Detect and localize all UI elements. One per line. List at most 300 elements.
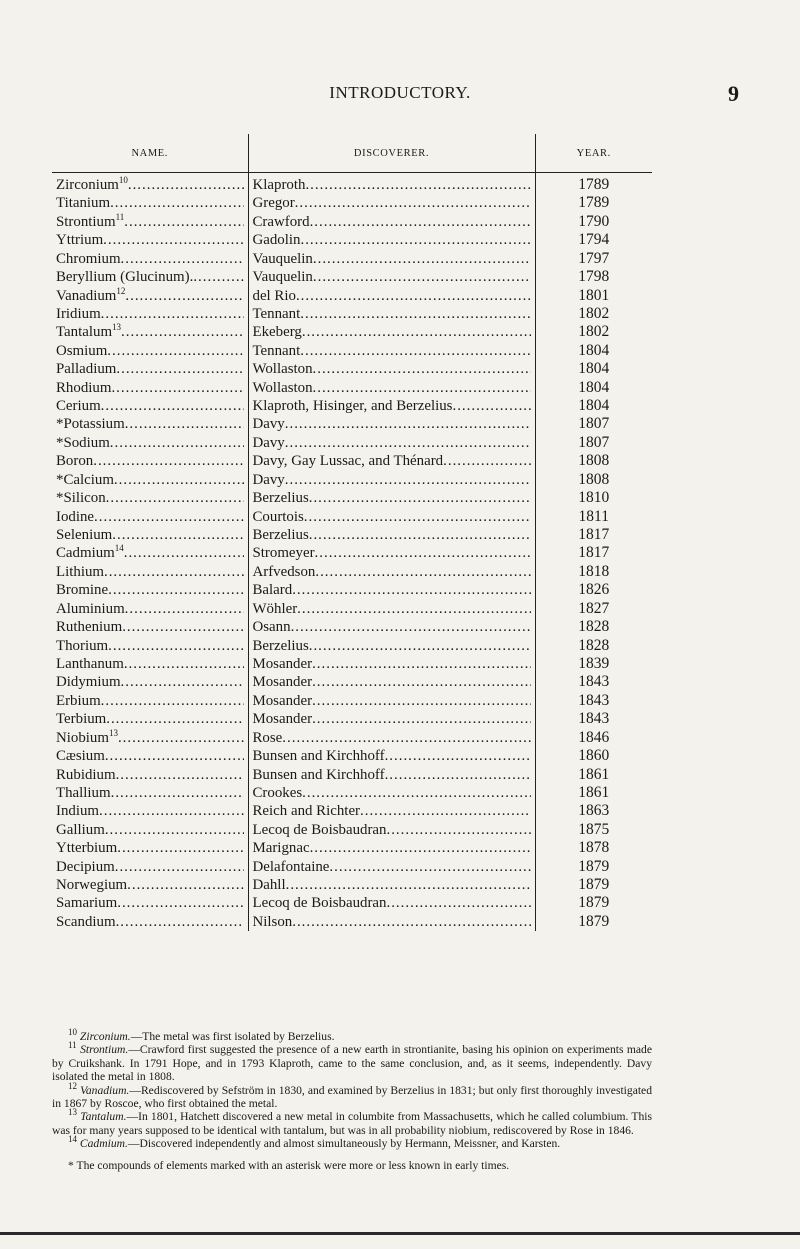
element-name-label: Cæsium: [56, 748, 105, 765]
discoverer-text: Bunsen and Kirchhoff: [252, 766, 385, 783]
dot-leader: [329, 858, 530, 876]
element-name-text: [56, 213, 124, 231]
element-name-label: *Silicon: [56, 490, 106, 507]
element-name-label: *Calcium: [56, 471, 114, 488]
table-row: [52, 250, 652, 268]
footnote-mark: 12: [68, 1080, 77, 1091]
table-row: [52, 839, 652, 857]
element-name-cell: [52, 692, 248, 710]
discoverer: [249, 360, 535, 378]
element-name: [52, 766, 248, 784]
element-name-cell: [52, 784, 248, 802]
year-cell: 1828: [578, 618, 610, 636]
discoverer-cell: [248, 618, 535, 636]
discoverer-cell: [248, 913, 535, 931]
element-name: [52, 544, 248, 562]
table-row: [52, 673, 652, 691]
discoverer-text: Klaproth, Hisinger, and Berzelius: [252, 398, 453, 415]
element-name-cell: [52, 858, 248, 876]
table-row: [52, 471, 652, 489]
element-name-text: [56, 194, 110, 212]
element-name-text: [56, 250, 121, 268]
footnote-ref: 11: [115, 212, 125, 222]
table-row: [52, 231, 652, 249]
running-title: INTRODUCTORY.: [329, 83, 471, 102]
element-name-label: *Potassium: [56, 416, 125, 433]
element-name: [52, 452, 248, 470]
discoverer-text: Davy: [252, 416, 285, 433]
dot-leader: [117, 894, 243, 912]
element-name: [52, 839, 248, 857]
discoverer-text: Lecoq de Boisbaudran: [252, 821, 387, 838]
element-name-label: Ruthenium: [56, 619, 123, 636]
discoverer-text: Crawford: [252, 213, 310, 230]
discoverer-cell: [248, 563, 535, 581]
discoverer-cell: [248, 637, 535, 655]
dot-leader: [110, 434, 244, 452]
dot-leader: [292, 913, 530, 931]
element-name: [52, 305, 248, 323]
column-header-year: YEAR.: [535, 134, 652, 173]
table-row: [52, 415, 652, 433]
discoverer-cell: [248, 452, 535, 470]
element-name-cell: [52, 508, 248, 526]
discoverer-cell: [248, 434, 535, 452]
element-name-cell: [52, 231, 248, 249]
dot-leader: [296, 287, 531, 305]
element-name-cell: [52, 600, 248, 618]
element-name: [52, 360, 248, 378]
discoverer-cell: [248, 287, 535, 305]
footnote-text: —Rediscovered by Sefström in 1830, and examined by Berzelius in 1831; but only first thoroughly investigated in 1867 by Roscoe, who first obtained the metal.: [52, 1083, 653, 1111]
discoverer-text: Tennant: [252, 342, 301, 359]
discoverer-cell: [248, 655, 535, 673]
dot-leader: [315, 544, 531, 562]
discoverer-cell: [248, 397, 535, 415]
table-row: [52, 544, 652, 562]
dot-leader: [312, 655, 530, 673]
element-name-text: [56, 563, 104, 581]
table-row: [52, 876, 652, 894]
element-name-cell: [52, 655, 248, 673]
dot-leader: [309, 526, 531, 544]
element-name-label: Rubidium: [56, 766, 116, 783]
table-row: [52, 729, 652, 747]
year-cell: 1802: [578, 304, 610, 322]
element-name-text: [56, 415, 125, 433]
table-row: [52, 305, 652, 323]
element-name-text: [56, 729, 118, 747]
dot-leader: [285, 415, 531, 433]
element-name-text: [56, 894, 117, 912]
element-name-cell: [52, 173, 248, 195]
dot-leader: [297, 600, 530, 618]
year-cell: 1798: [578, 268, 610, 286]
element-name-text: [56, 618, 122, 636]
discoverer: [249, 913, 535, 931]
discoverer-text: Courtois: [252, 508, 304, 525]
discoverer: [249, 250, 535, 268]
dot-leader: [292, 581, 530, 599]
dot-leader: [121, 673, 244, 691]
discoverer-cell: [248, 323, 535, 341]
footnote-term: Tantalum.: [80, 1110, 127, 1124]
discoverer-text: Ekeberg: [252, 324, 302, 341]
discoverer-cell: [248, 784, 535, 802]
year-cell: 1861: [578, 765, 610, 783]
footnote-mark: 14: [68, 1134, 77, 1145]
discoverer-text: Berzelius: [252, 527, 309, 544]
element-name-cell: [52, 434, 248, 452]
footnote: [52, 1080, 653, 1111]
discoverer-cell: [248, 544, 535, 562]
element-name-label: Thorium: [56, 637, 109, 654]
table-row: [52, 526, 652, 544]
discoverer-text: del Rio: [252, 287, 296, 304]
discoverer: [249, 287, 535, 305]
element-name-text: [56, 821, 105, 839]
element-name-cell: [52, 710, 248, 728]
discoverer: [249, 894, 535, 912]
discoverer-text: Arfvedson: [252, 563, 316, 580]
discoverer-cell: [248, 268, 535, 286]
element-name: [52, 323, 248, 341]
table-row: [52, 858, 652, 876]
discoverer: [249, 268, 535, 286]
element-name-cell: [52, 526, 248, 544]
table-row: [52, 637, 652, 655]
element-name: [52, 287, 248, 305]
discoverer-cell: [248, 802, 535, 820]
element-name-text: [56, 913, 116, 931]
year-cell: 1861: [578, 783, 610, 801]
footnote-text: —Discovered independently and almost simultaneously by Hermann, Meissner, and Karsten.: [127, 1137, 561, 1151]
element-name-label: Indium: [56, 803, 100, 820]
page-number: 9: [728, 81, 739, 106]
discoverer: [249, 213, 535, 231]
element-name: [52, 268, 248, 286]
dot-leader: [386, 894, 530, 912]
discoverer-text: Osann: [252, 619, 291, 636]
year-cell: 1789: [578, 176, 610, 193]
elements-discovery-table: [52, 134, 652, 931]
year-cell: 1818: [578, 562, 610, 580]
discoverer-cell: [248, 360, 535, 378]
discoverer-text: Mosander: [252, 674, 313, 691]
discoverer-cell: [248, 173, 535, 195]
discoverer-text: Wöhler: [252, 600, 298, 617]
discoverer: [249, 802, 535, 820]
dot-leader: [360, 802, 530, 820]
element-name-cell: [52, 342, 248, 360]
element-name-text: [56, 544, 124, 562]
element-name-label: Selenium: [56, 527, 113, 544]
table-row: [52, 747, 652, 765]
year-cell: 1804: [578, 397, 610, 415]
table-row: [52, 452, 652, 470]
asterisk-note: * The compounds of elements marked with an asterisk were more or less known in early times.: [68, 1158, 510, 1172]
discoverer-cell: [248, 231, 535, 249]
year-cell: 1808: [578, 452, 610, 470]
dot-leader: [108, 581, 243, 599]
table-body: [52, 173, 652, 932]
year-cell: 1875: [578, 820, 610, 838]
table-row: [52, 342, 652, 360]
discoverer: [249, 434, 535, 452]
dot-leader: [452, 397, 530, 415]
dot-leader: [106, 710, 243, 728]
column-header-discoverer: DISCOVERER.: [248, 134, 535, 173]
discoverer-cell: [248, 213, 535, 231]
element-name-label: Chromium: [56, 250, 121, 267]
discoverer: [249, 600, 535, 618]
table-row: [52, 894, 652, 912]
element-name-cell: [52, 397, 248, 415]
discoverer-text: Gregor: [252, 195, 295, 212]
element-name-text: [56, 379, 111, 397]
discoverer-text: Tennant: [252, 305, 301, 322]
discoverer-cell: [248, 379, 535, 397]
element-name: [52, 379, 248, 397]
dot-leader: [104, 563, 244, 581]
footnote-term: Vanadium.: [80, 1083, 130, 1097]
footnote: [52, 1027, 652, 1043]
dot-leader: [302, 784, 530, 802]
year-cell: 1801: [578, 286, 610, 304]
year-cell: 1860: [578, 747, 610, 765]
element-name-text: [56, 471, 114, 489]
element-name: [52, 729, 248, 747]
discoverer-text: Gadolin: [252, 232, 301, 249]
discoverer-cell: [248, 471, 535, 489]
element-name-cell: [52, 876, 248, 894]
dot-leader: [116, 766, 244, 784]
element-name-cell: [52, 563, 248, 581]
element-name-cell: [52, 802, 248, 820]
element-name-cell: [52, 766, 248, 784]
discoverer: [249, 637, 535, 655]
discoverer-cell: [248, 729, 535, 747]
discoverer-text: Davy: [252, 434, 285, 451]
discoverer-cell: [248, 600, 535, 618]
table-row: [52, 655, 652, 673]
discoverer-text: Vauquelin: [252, 250, 313, 267]
table-row: [52, 913, 652, 931]
dot-leader: [107, 342, 243, 360]
dot-leader: [302, 323, 531, 341]
year-cell: 1843: [578, 710, 610, 728]
discoverer: [249, 692, 535, 710]
element-name: [52, 784, 248, 802]
element-name-text: [56, 508, 94, 526]
dot-leader: [111, 784, 244, 802]
discoverer: [249, 544, 535, 562]
dot-leader: [312, 710, 530, 728]
dot-leader: [385, 766, 531, 784]
element-name: [52, 913, 248, 931]
table-row: [52, 287, 652, 305]
table-row: [52, 563, 652, 581]
element-name-text: [56, 581, 108, 599]
discoverer: [249, 876, 535, 894]
discoverer-text: Mosander: [252, 711, 313, 728]
element-name-cell: [52, 544, 248, 562]
dot-leader: [313, 250, 531, 268]
table-row: [52, 821, 652, 839]
discoverer: [249, 729, 535, 747]
year-cell: 1789: [578, 194, 610, 212]
dot-leader: [300, 342, 530, 360]
element-name: [52, 397, 248, 415]
element-name-text: [56, 360, 116, 378]
discoverer-cell: [248, 839, 535, 857]
element-name: [52, 802, 248, 820]
discoverer: [249, 747, 535, 765]
element-name-text: [56, 710, 106, 728]
discoverer-text: Davy: [252, 471, 285, 488]
year-cell: 1846: [578, 728, 610, 746]
year-cell: 1826: [578, 581, 610, 599]
table-row: [52, 618, 652, 636]
element-name-cell: [52, 894, 248, 912]
table-row: [52, 784, 652, 802]
element-name-label: Didymium: [56, 674, 121, 691]
dot-leader: [125, 600, 244, 618]
dot-leader: [309, 637, 531, 655]
dot-leader: [116, 913, 244, 931]
discoverer-cell: [248, 415, 535, 433]
discoverer-text: Davy, Gay Lussac, and Thénard: [252, 453, 444, 470]
element-name-label: Decipium: [56, 858, 115, 875]
discoverer-cell: [248, 305, 535, 323]
element-name-label: Bromine: [56, 582, 109, 599]
element-name-label: Titanium: [56, 195, 111, 212]
dot-leader: [117, 839, 243, 857]
year-cell: 1804: [578, 360, 610, 378]
element-name-text: [56, 176, 128, 194]
dot-leader: [125, 287, 243, 305]
element-name-cell: [52, 379, 248, 397]
discoverer-cell: [248, 821, 535, 839]
element-name-label: Gallium: [56, 821, 105, 838]
discoverer-text: Berzelius: [252, 637, 309, 654]
year-cell: 1863: [578, 802, 610, 820]
discoverer-text: Delafontaine: [252, 858, 330, 875]
element-name-label: Iridium: [56, 305, 101, 322]
element-name-cell: [52, 673, 248, 691]
element-name-label: Iodine: [56, 508, 95, 525]
element-name-text: [56, 231, 103, 249]
dot-leader: [124, 544, 244, 562]
element-name-text: [56, 526, 112, 544]
dot-leader: [313, 268, 531, 286]
dot-leader: [312, 692, 530, 710]
discoverer: [249, 673, 535, 691]
element-name-label: Norwegium: [56, 877, 128, 894]
element-name: [52, 581, 248, 599]
discoverer-cell: [248, 581, 535, 599]
year-cell: 1802: [578, 323, 610, 341]
element-name: [52, 415, 248, 433]
element-name-text: [56, 397, 101, 415]
discoverer-cell: [248, 194, 535, 212]
discoverer: [249, 581, 535, 599]
dot-leader: [101, 692, 244, 710]
discoverer: [249, 526, 535, 544]
discoverer-text: Wollaston: [252, 379, 313, 396]
dot-leader: [305, 176, 530, 194]
dot-leader: [282, 729, 530, 747]
dot-leader: [101, 305, 244, 323]
element-name-cell: [52, 323, 248, 341]
dot-leader: [105, 747, 244, 765]
dot-leader: [300, 231, 530, 249]
element-name-label: Erbium: [56, 692, 101, 709]
year-cell: 1839: [578, 654, 610, 672]
dot-leader: [116, 360, 243, 378]
year-cell: 1817: [578, 526, 610, 544]
element-name-text: [56, 268, 193, 286]
element-name: [52, 526, 248, 544]
dot-leader: [99, 802, 243, 820]
discoverer-text: Mosander: [252, 655, 313, 672]
discoverer: [249, 305, 535, 323]
element-name-text: [56, 452, 93, 470]
year-cell: 1879: [578, 894, 610, 912]
element-name-text: [56, 747, 105, 765]
table-row: [52, 268, 652, 286]
footnote-term: Zirconium.: [79, 1030, 131, 1043]
table-header-row: [52, 134, 652, 173]
dot-leader: [122, 618, 243, 636]
element-name-cell: [52, 250, 248, 268]
element-name-text: [56, 287, 125, 305]
dot-leader: [300, 305, 530, 323]
dot-leader: [285, 471, 531, 489]
element-name: [52, 213, 248, 231]
dot-leader: [103, 231, 243, 249]
discoverer: [249, 471, 535, 489]
year-cell: 1808: [578, 470, 610, 488]
dot-leader: [108, 637, 243, 655]
element-name-label: Terbium: [56, 711, 107, 728]
footnote-mark: 13: [68, 1107, 77, 1118]
element-name-cell: [52, 471, 248, 489]
discoverer-cell: [248, 894, 535, 912]
discoverer-text: Lecoq de Boisbaudran: [252, 895, 387, 912]
element-name-cell: [52, 637, 248, 655]
discoverer: [249, 508, 535, 526]
table-row: [52, 802, 652, 820]
discoverer-text: Crookes: [252, 784, 303, 801]
element-name: [52, 710, 248, 728]
table-row: [52, 581, 652, 599]
table-row: [52, 766, 652, 784]
element-name-cell: [52, 729, 248, 747]
discoverer-cell: [248, 858, 535, 876]
dot-leader: [105, 821, 244, 839]
element-name-label: Cadmium: [56, 545, 115, 562]
table-row: [52, 600, 652, 618]
table-row: [52, 173, 652, 195]
year-cell: 1810: [578, 489, 610, 507]
year-cell: 1807: [578, 433, 610, 451]
dot-leader: [443, 452, 530, 470]
discoverer: [249, 176, 535, 194]
element-name-label: Zirconium: [56, 177, 119, 193]
element-name-label: Vanadium: [56, 287, 117, 304]
discoverer-cell: [248, 673, 535, 691]
